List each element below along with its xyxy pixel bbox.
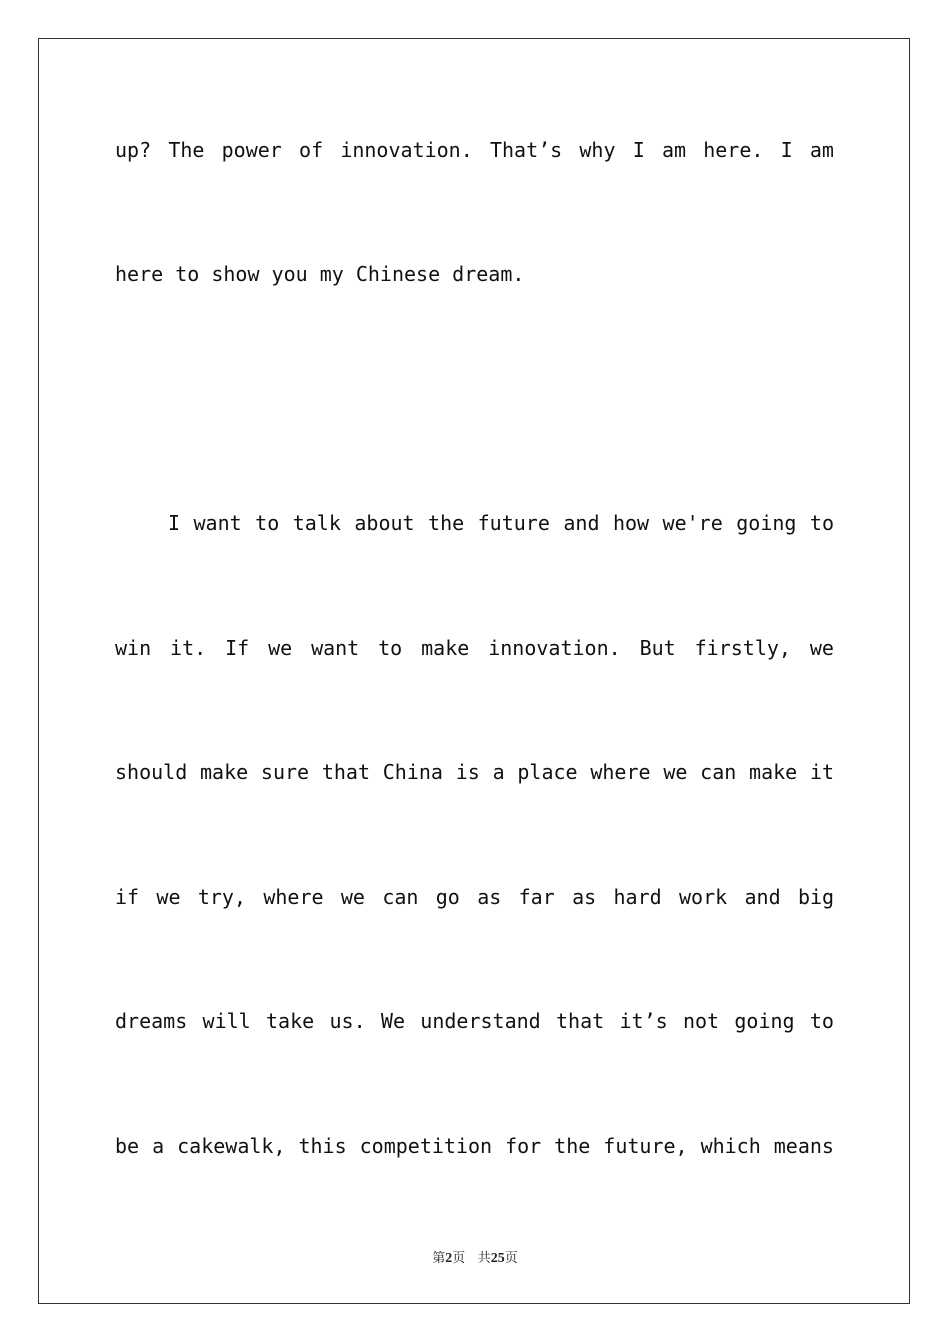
body-line-7: dreams will take us. We understand that it’s not going to [115, 1009, 834, 1033]
body-line-8: be a cakewalk, this competition for the future, which means [115, 1134, 834, 1158]
footer-page-number: 2 [445, 1251, 453, 1266]
footer-total-suffix: 页 [504, 1251, 518, 1266]
body-line-2: here to show you my Chinese dream. [115, 262, 525, 286]
body-line-6: if we try, where we can go as far as hard work and big [115, 885, 835, 909]
footer-page-suffix: 页 [452, 1251, 466, 1266]
footer-page-prefix: 第 [432, 1251, 446, 1266]
body-line-5: should make sure that China is a place where we can make it [115, 760, 835, 784]
body-line-3: I want to talk about the future and how we're going to [168, 511, 835, 535]
footer-total-pages: 25 [490, 1251, 505, 1266]
page-footer [0, 1247, 950, 1267]
page-frame [38, 38, 910, 1304]
footer-total-prefix: 共 [477, 1251, 491, 1266]
body-line-4: win it. If we want to make innovation. But firstly, we [115, 636, 834, 660]
body-line-1: up? The power of innovation. That’s why I am here. I am [115, 138, 834, 162]
